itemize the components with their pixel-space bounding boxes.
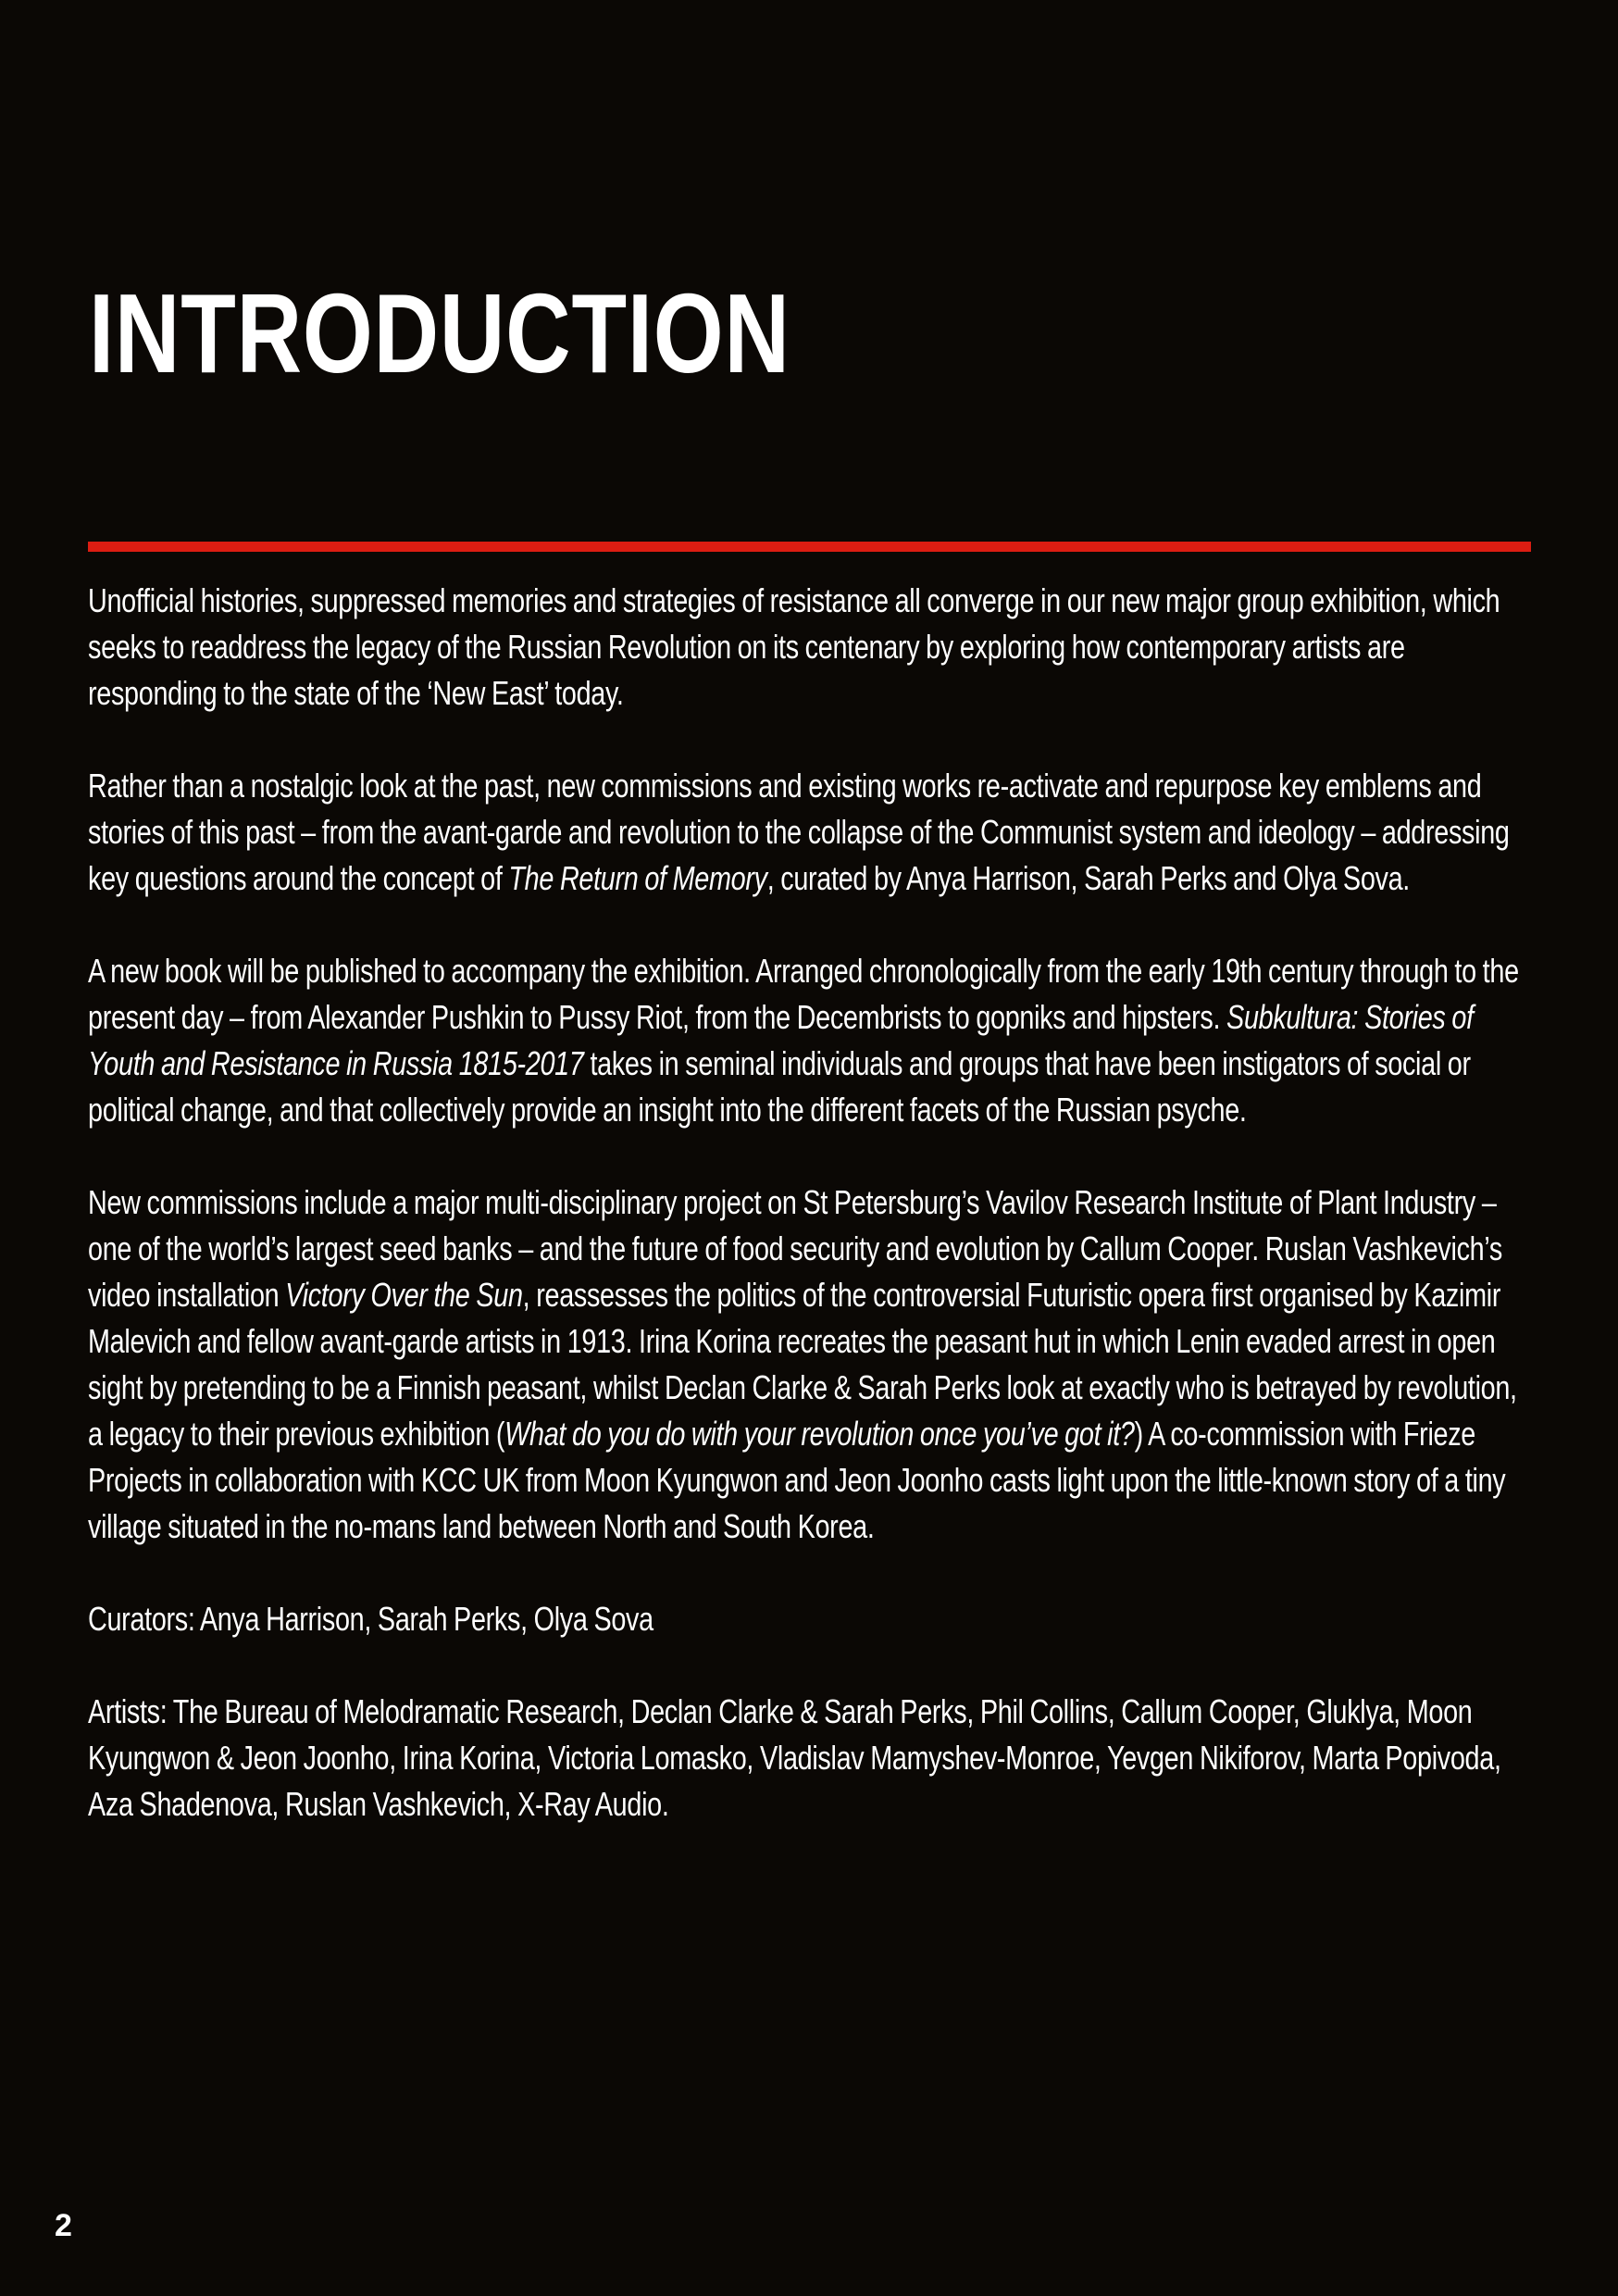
- exhibition-title: The Return of Memory: [508, 859, 767, 897]
- paragraph-3-text-start: A new book will be published to accompany the exhibition. Arranged chronologically from the early 19th century through to the present day – from Alexander Pushkin to Pussy Riot, from the Decembrists to gopniks and hipsters.: [88, 952, 1519, 1036]
- page-title: INTRODUCTION: [89, 270, 790, 396]
- paragraph-4-text-part-3: ) A co-commission with Frieze Projects in collaboration with KCC UK from Moon Kyungwon and Jeon Joonho casts light upon the little-known story of a tiny village situated in the no-mans land between North and South Korea.: [88, 1415, 1506, 1545]
- intro-paragraph-3: [88, 948, 1532, 1133]
- intro-paragraph-1: Unofficial histories, suppressed memories and strategies of resistance all converge in our new major group exhibition, which seeks to readdress the legacy of the Russian Revolution on its centenary by exploring how contemporary artists are responding to the state of the ‘New East’ today.: [88, 581, 1500, 712]
- page-number: 2: [55, 2208, 72, 2243]
- intro-paragraph-4: [88, 1179, 1532, 1550]
- paragraph-2-text-start: Rather than a nostalgic look at the past, new commissions and existing works re-activate and repurpose key emblems and stories of this past – from the avant-garde and revolution to the collapse of the Communist system and ideology – addressing key questions around the concept of: [88, 767, 1510, 897]
- paragraph-4-text-part-2: , reassesses the politics of the controversial Futuristic opera first organised by Kazimir Malevich and fellow avant-garde artists in 1913. Irina Korina recreates the peasant hut in which Lenin evaded arrest in open sight by pretending to be a Finnish peasant, whilst Declan Clarke & Sarah Perks look at exactly who is betrayed by revolution, a legacy to their previous exhibition (: [88, 1276, 1517, 1453]
- curators-line: Curators: Anya Harrison, Sarah Perks, Olya Sova: [88, 1600, 653, 1638]
- artwork-title-victory-over-the-sun: Victory Over the Sun: [285, 1276, 523, 1314]
- title-divider-rule: [88, 542, 1531, 552]
- paragraph-4-text-part-1: New commissions include a major multi-disciplinary project on St Petersburg’s Vavilov Research Institute of Plant Industry – one of the world’s largest seed banks – and the future of food security and evolution by Callum Cooper. Ruslan Vashkevich’s video installation: [88, 1183, 1502, 1314]
- intro-paragraph-2: [88, 763, 1532, 902]
- intro-body: [88, 578, 1532, 1874]
- paragraph-3-text-end: takes in seminal individuals and groups that have been instigators of social or political change, and that collectively provide an insight into the different facets of the Russian psyche.: [88, 1044, 1471, 1129]
- paragraph-2-text-end: , curated by Anya Harrison, Sarah Perks and Olya Sova.: [766, 859, 1410, 897]
- artists-list: Artists: The Bureau of Melodramatic Research, Declan Clarke & Sarah Perks, Phil Collins, Callum Cooper, Gluklya, Moon Kyungwon & Jeon Joonho, Irina Korina, Victoria Lomasko, Vladislav Mamyshev-Monroe, Yevgen Nikiforov, Marta Popivoda, Aza Shadenova, Ruslan Vashkevich, X-Ray Audio.: [88, 1692, 1501, 1823]
- book-title: Subkultura: Stories of Youth and Resistance in Russia 1815-2017: [88, 998, 1474, 1082]
- previous-exhibition-title: What do you do with your revolution once you’ve got it?: [504, 1415, 1135, 1453]
